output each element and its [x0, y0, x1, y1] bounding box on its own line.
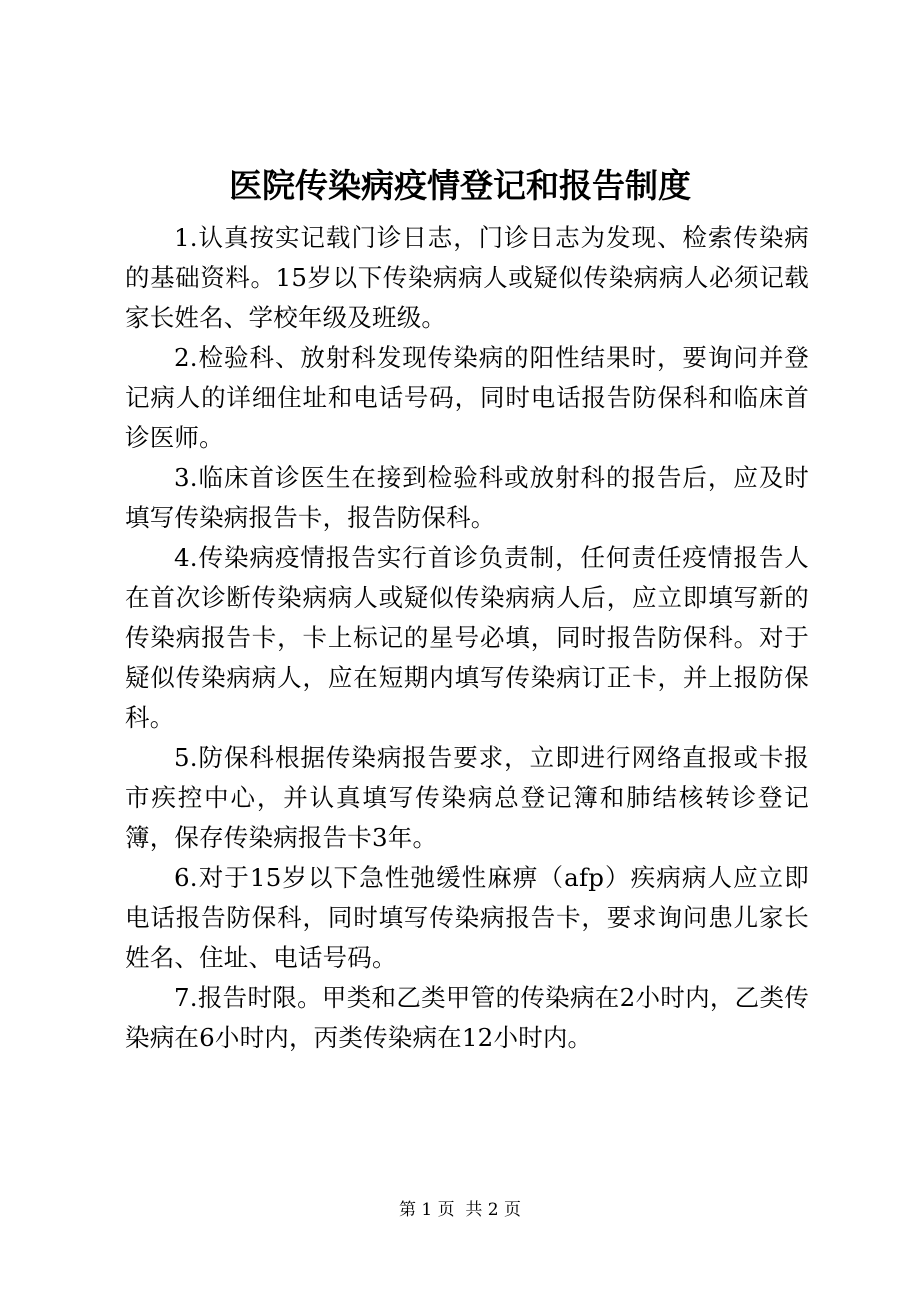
paragraph-2: 2.检验科、放射科发现传染病的阳性结果时，要询问并登记病人的详细住址和电话号码，同时电话报告防保科和临床首诊医师。 [125, 343, 809, 452]
page-number: 第 1 页 共 2 页 [398, 1200, 522, 1220]
paragraph-3: 3.临床首诊医生在接到检验科或放射科的报告后，应及时填写传染病报告卡，报告防保科。 [125, 463, 809, 532]
paragraph-1: 1.认真按实记载门诊日志，门诊日志为发现、检索传染病的基础资料。15岁以下传染病病人或疑似传染病病人必须记载家长姓名、学校年级及班级。 [125, 223, 809, 332]
paragraph-5: 5.防保科根据传染病报告要求，立即进行网络直报或卡报市疾控中心，并认真填写传染病总登记簿和肺结核转诊登记簿，保存传染病报告卡3年。 [125, 743, 809, 852]
paragraph-4: 4.传染病疫情报告实行首诊负责制，任何责任疫情报告人在首次诊断传染病病人或疑似传染病病人后，应立即填写新的传染病报告卡，卡上标记的星号必填，同时报告防保科。对于疑似传染病病人，应在短期内填写传染病订正卡，并上报防保科。 [125, 543, 809, 732]
document-body [125, 218, 809, 1058]
document-title: 医院传染病疫情登记和报告制度 [229, 166, 691, 205]
paragraph-7: 7.报告时限。甲类和乙类甲管的传染病在2小时内，乙类传染病在6小时内，丙类传染病在12小时内。 [125, 983, 809, 1052]
paragraph-6: 6.对于15岁以下急性弛缓性麻痹（afp）疾病病人应立即电话报告防保科，同时填写传染病报告卡，要求询问患儿家长姓名、住址、电话号码。 [125, 863, 809, 972]
page-footer [0, 1198, 920, 1222]
